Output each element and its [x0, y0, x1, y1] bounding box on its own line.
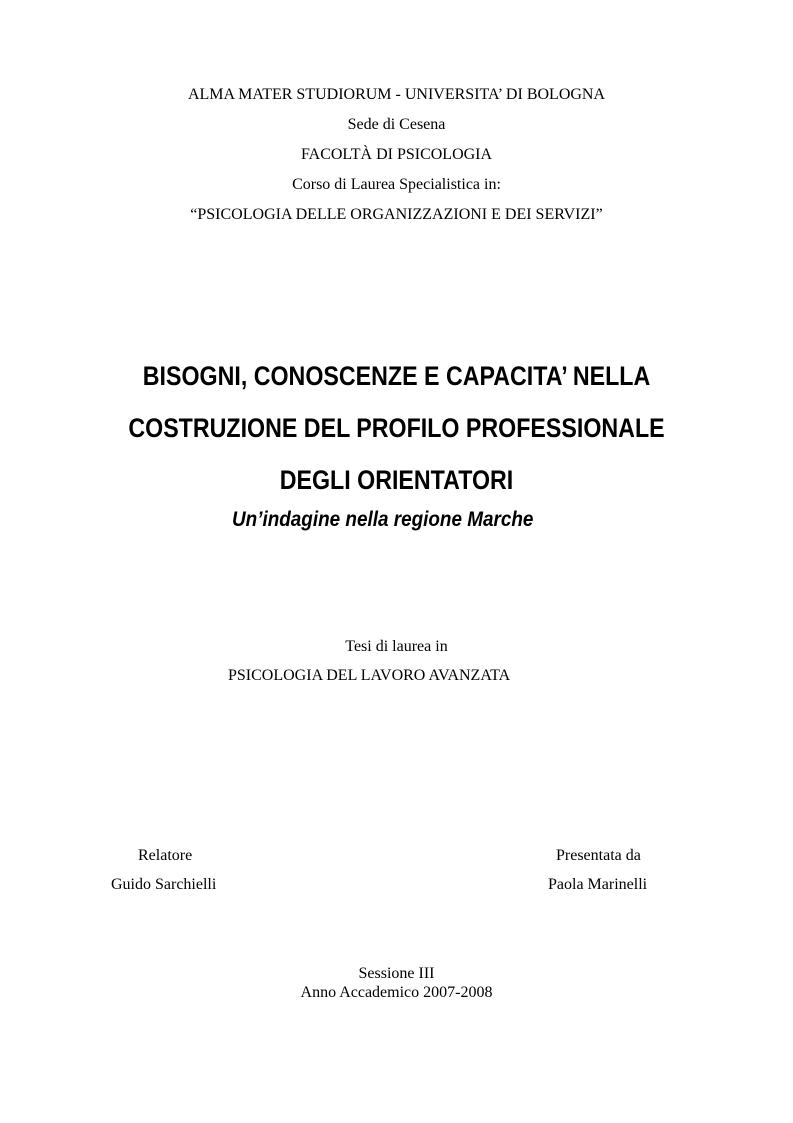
- faculty-name: FACOLTÀ DI PSICOLOGIA: [300, 146, 493, 163]
- thesis-type-label: Tesi di laurea in: [345, 638, 448, 655]
- supervisor-name: Guido Sarchielli: [111, 876, 217, 893]
- title-line-1: BISOGNI, CONOSCENZE E CAPACITA’ NELLA: [142, 361, 651, 391]
- candidate-name: Paola Marinelli: [548, 876, 648, 893]
- thesis-title: [0, 350, 793, 506]
- university-name: ALMA MATER STUDIORUM - UNIVERSITA’ DI BOLOGNA: [187, 86, 606, 103]
- thesis-subtitle: Un’indagine nella regione Marche: [232, 508, 534, 531]
- thesis-subject: PSICOLOGIA DEL LAVORO AVANZATA: [228, 667, 511, 684]
- course-name: “PSICOLOGIA DELLE ORGANIZZAZIONI E DEI SERVIZI”: [190, 206, 603, 223]
- campus-seat: Sede di Cesena: [347, 116, 446, 133]
- institution-header: [0, 86, 793, 236]
- session-label: Sessione III: [358, 965, 435, 982]
- candidate-label: Presentata da: [556, 847, 641, 864]
- supervisor-label: Relatore: [138, 847, 193, 864]
- academic-year: Anno Accademico 2007-2008: [300, 984, 493, 1001]
- course-intro: Corso di Laurea Specialistica in:: [292, 176, 501, 193]
- title-line-2: COSTRUZIONE DEL PROFILO PROFESSIONALE: [128, 413, 665, 443]
- title-line-3: DEGLI ORIENTATORI: [279, 465, 514, 495]
